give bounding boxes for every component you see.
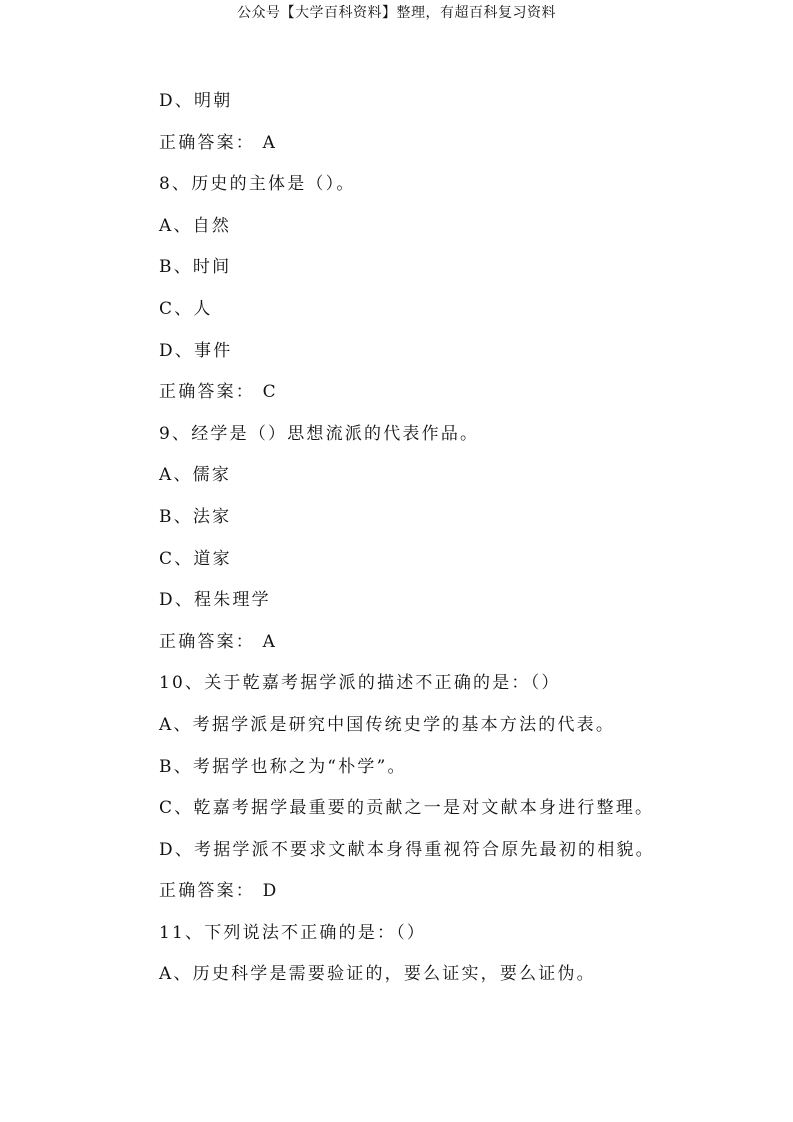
page-header: 公众号【大学百科资料】整理，有超百科复习资料 (237, 5, 556, 21)
answer-q10: 正确答案： D (159, 881, 279, 902)
answer-q9: 正确答案： A (159, 631, 278, 652)
option-a-q9: A、儒家 (159, 465, 232, 486)
option-c-q8: C、人 (159, 298, 213, 319)
document-body (159, 86, 759, 1001)
option-d-q10: D、考据学派不要求文献本身得重视符合原先最初的相貌。 (159, 839, 655, 860)
option-b-q9: B、法家 (159, 506, 232, 527)
option-d-q7: D、明朝 (159, 91, 233, 111)
question-10: 10、关于乾嘉考据学派的描述不正确的是：（） (159, 673, 561, 694)
answer-q7: 正确答案： A (159, 132, 278, 153)
question-8: 8、历史的主体是（）。 (159, 174, 356, 195)
option-a-q11: A、历史科学是需要验证的，要么证实，要么证伪。 (159, 964, 596, 985)
option-c-q9: C、道家 (159, 548, 232, 569)
answer-q8: 正确答案： C (159, 382, 278, 403)
option-b-q8: B、时间 (159, 257, 232, 278)
option-c-q10: C、乾嘉考据学最重要的贡献之一是对文献本身进行整理。 (159, 798, 655, 819)
option-a-q10: A、考据学派是研究中国传统史学的基本方法的代表。 (159, 714, 616, 735)
option-b-q10: B、考据学也称之为“朴学”。 (159, 756, 407, 777)
question-11: 11、下列说法不正确的是：（） (159, 922, 427, 943)
option-a-q8: A、自然 (159, 215, 232, 236)
option-d-q9: D、程朱理学 (159, 590, 271, 611)
question-9: 9、经学是（）思想流派的代表作品。 (159, 423, 480, 444)
option-d-q8: D、事件 (159, 340, 233, 361)
